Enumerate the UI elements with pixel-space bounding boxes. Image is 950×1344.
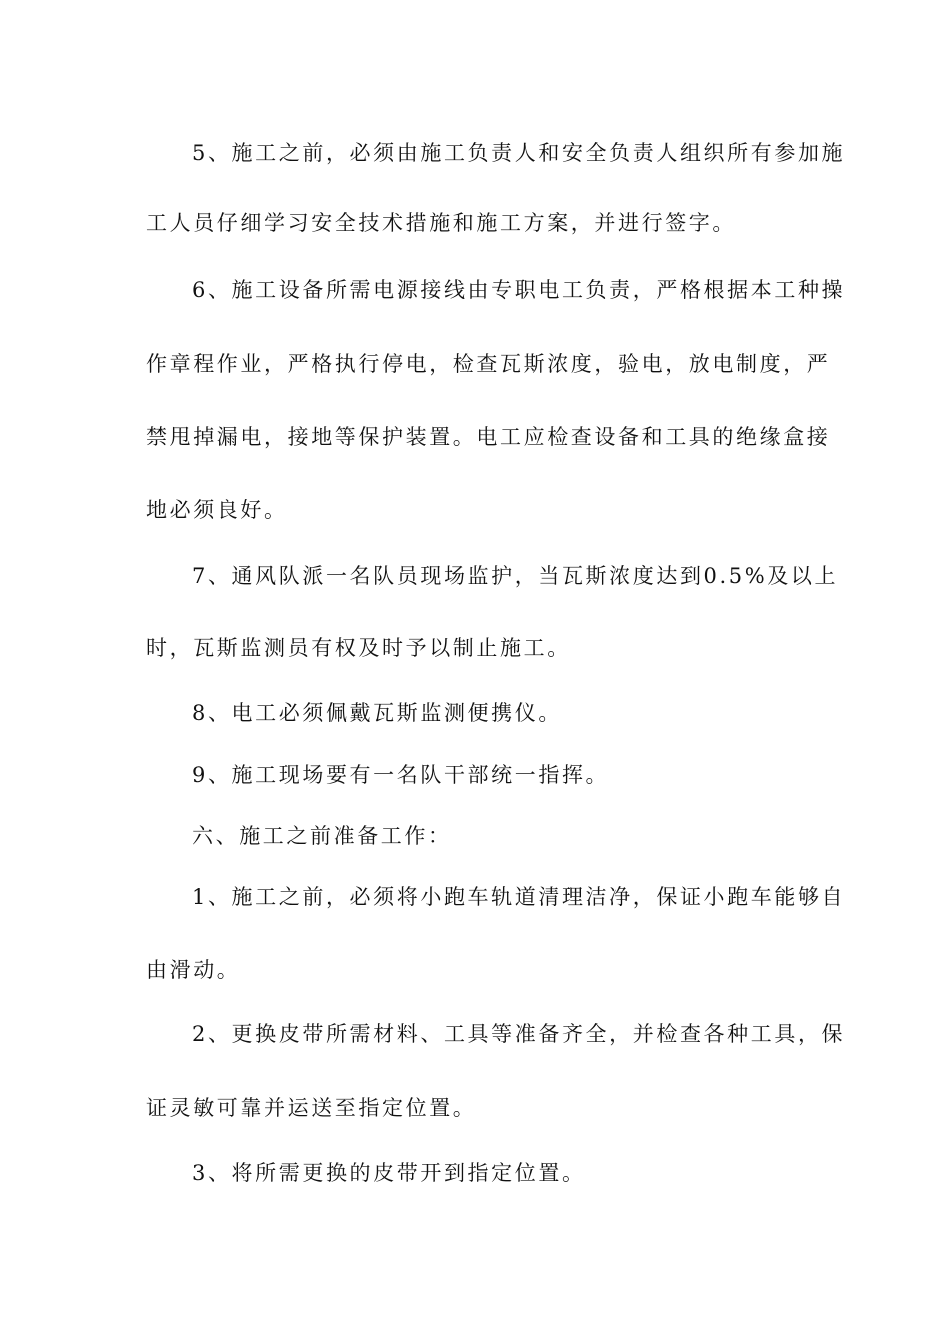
prep-item-1-line-2: 由滑动。: [146, 958, 241, 982]
paragraph-8: 8、电工必须佩戴瓦斯监测便携仪。: [192, 701, 562, 725]
paragraph-6-line-1: 6、施工设备所需电源接线由专职电工负责，严格根据本工种操: [192, 278, 846, 302]
paragraph-5-line-2: 工人员仔细学习安全技术措施和施工方案，并进行签字。: [146, 211, 736, 235]
prep-item-3: 3、将所需更换的皮带开到指定位置。: [192, 1161, 586, 1185]
paragraph-6-line-4: 地必须良好。: [146, 498, 288, 522]
prep-item-2-line-1: 2、更换皮带所需材料、工具等准备齐全，并检查各种工具，保: [192, 1022, 846, 1046]
paragraph-6-line-3: 禁甩掉漏电，接地等保护装置。电工应检查设备和工具的绝缘盒接: [146, 425, 831, 449]
paragraph-7-line-1: 7、通风队派一名队员现场监护，当瓦斯浓度达到0.5%及以上: [192, 564, 839, 588]
paragraph-6-line-2: 作章程作业，严格执行停电，检查瓦斯浓度，验电，放电制度，严: [146, 352, 831, 376]
paragraph-7-line-2: 时，瓦斯监测员有权及时予以制止施工。: [146, 636, 571, 660]
paragraph-9: 9、施工现场要有一名队干部统一指挥。: [192, 763, 610, 787]
paragraph-5-line-1: 5、施工之前，必须由施工负责人和安全负责人组织所有参加施: [192, 141, 846, 165]
prep-item-1-line-1: 1、施工之前，必须将小跑车轨道清理洁净，保证小跑车能够自: [192, 885, 846, 909]
prep-item-2-line-2: 证灵敏可靠并运送至指定位置。: [146, 1096, 477, 1120]
section-heading-6: 六、施工之前准备工作：: [192, 824, 452, 848]
